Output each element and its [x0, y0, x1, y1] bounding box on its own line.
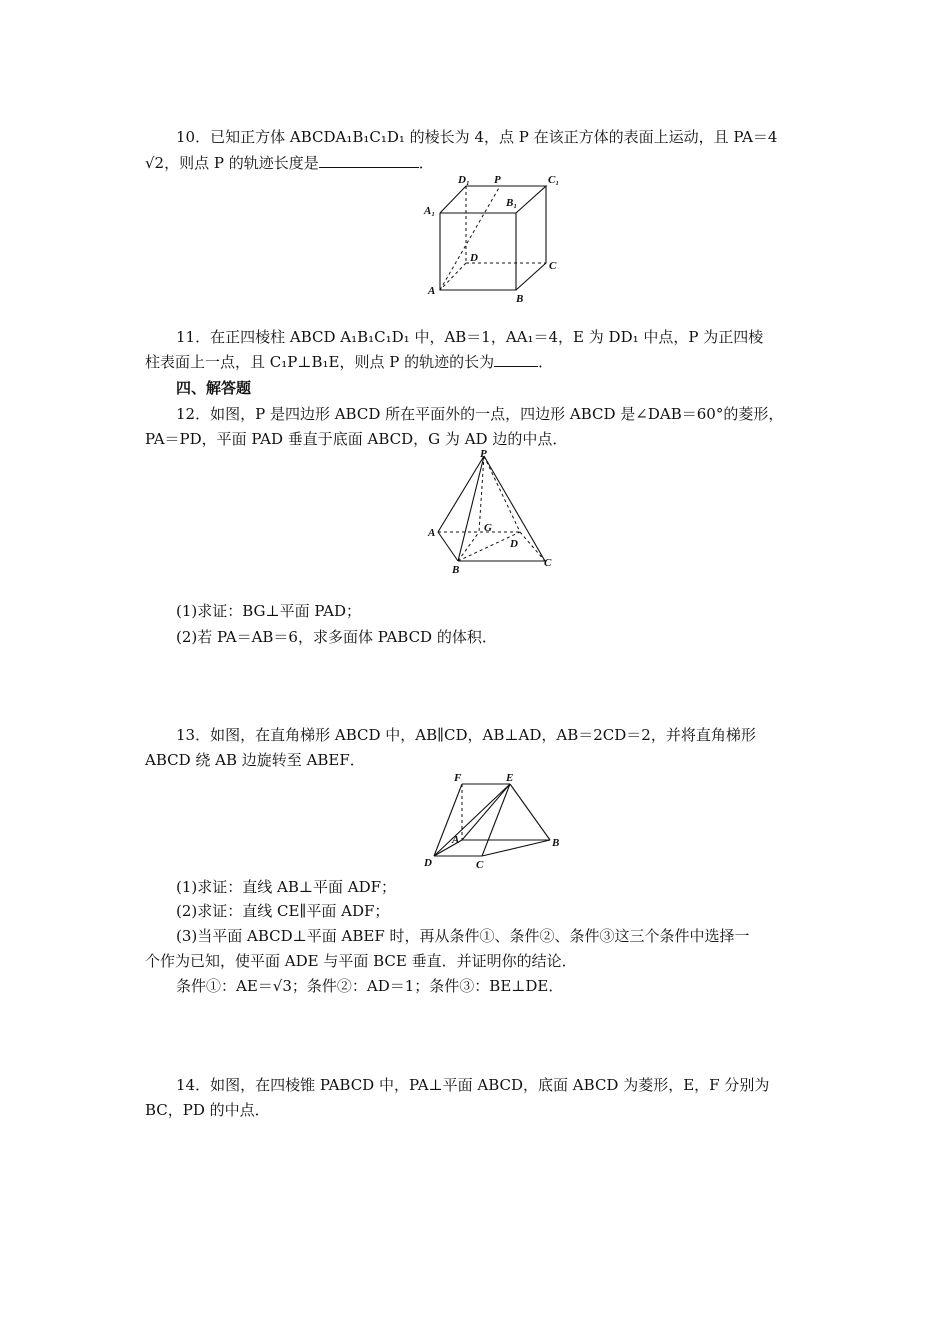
q13-line1: 13．如图，在直角梯形 ABCD 中，AB∥CD，AB⊥AD，AB＝2CD＝2，并将直角梯形 — [176, 726, 756, 744]
label-c1: C₁ — [548, 174, 560, 186]
q12-part1: (1)求证：BG⊥平面 PAD； — [176, 602, 361, 620]
q11-line2-text: 柱表面上一点，且 C₁P⊥B₁E，则点 P 的轨迹的长为 — [145, 353, 495, 371]
label-c: C — [476, 859, 484, 871]
cube-front-face — [440, 213, 516, 290]
edge-dc — [520, 532, 545, 561]
edge-eb — [510, 784, 550, 840]
label-d: D — [470, 252, 478, 264]
q12-line2: PA＝PD，平面 PAD 垂直于底面 ABCD，G 为 AD 边的中点． — [145, 430, 568, 448]
edge-ec — [482, 784, 510, 856]
label-a: A — [428, 527, 436, 539]
q13-part1: (1)求证：直线 AB⊥平面 ADF； — [176, 878, 397, 896]
q12-part2: (2)若 PA＝AB＝6，求多面体 PABCD 的体积． — [176, 628, 497, 646]
segment-ap — [440, 186, 500, 290]
q13-rotation-figure — [420, 768, 570, 874]
q12-line1: 12．如图，P 是四边形 ABCD 所在平面外的一点，四边形 ABCD 是∠DAB＝60°的菱形， — [176, 405, 784, 423]
q12-pyramid-figure — [420, 446, 570, 578]
edge-pd — [484, 456, 520, 532]
label-c: C — [544, 557, 552, 569]
label-b1: B₁ — [506, 197, 518, 209]
cube-right-face — [516, 186, 546, 290]
label-p: P — [480, 448, 487, 460]
q10-line2-text: ，则点 P 的轨迹长度是 — [164, 154, 319, 172]
label-a: A — [452, 834, 460, 846]
label-d: D — [424, 857, 432, 869]
label-b: B — [552, 837, 560, 849]
q10-line1: 10．已知正方体 ABCDA₁B₁C₁D₁ 的棱长为 4，点 P 在该正方体的表面上运动，且 PA＝4 — [176, 128, 778, 146]
q11-line1: 11．在正四棱柱 ABCD A₁B₁C₁D₁ 中，AB＝1，AA₁＝4，E 为 DD₁ 中点，P 为正四棱 — [176, 328, 764, 346]
edge-pb — [458, 456, 484, 561]
label-e: E — [506, 772, 514, 784]
q10-line2: √2，则点 P 的轨迹长度是 ． — [145, 154, 434, 172]
label-d1: D₁ — [458, 174, 470, 186]
segment-ed — [434, 784, 510, 856]
q13-part3-line2: 个作为已知，使平面 ADE 与平面 BCE 垂直．并证明你的结论． — [145, 952, 577, 970]
label-c: C — [549, 260, 557, 272]
q11-line2: 柱表面上一点，且 C₁P⊥B₁E，则点 P 的轨迹的长为 ． — [145, 353, 554, 371]
label-d: D — [510, 538, 518, 550]
label-a: A — [428, 285, 436, 297]
q13-conditions: 条件①：AE＝√3；条件②：AD＝1；条件③：BE⊥DE． — [176, 977, 564, 995]
segment-ea — [462, 784, 510, 840]
q10-cube-figure — [418, 170, 568, 306]
edge-cb — [482, 840, 550, 856]
q14-line2: BC，PD 的中点． — [145, 1101, 270, 1119]
q13-part2: (2)求证：直线 CE∥平面 ADF； — [176, 902, 390, 920]
q13-root: √3 — [272, 977, 292, 995]
label-b: B — [452, 564, 460, 576]
q13-part3-line1: (3)当平面 ABCD⊥平面 ABEF 时，再从条件①、条件②、条件③这三个条件中选择一 — [176, 927, 750, 945]
q11-answer-blank — [494, 351, 538, 367]
cube-top-face — [440, 186, 546, 213]
label-b: B — [516, 293, 524, 305]
label-g: G — [484, 522, 492, 534]
edge-pa — [438, 456, 484, 532]
edge-ab — [438, 532, 458, 561]
q13-line2: ABCD 绕 AB 边旋转至 ABEF． — [145, 751, 365, 769]
label-a1: A₁ — [424, 205, 436, 217]
q10-root: √2 — [145, 154, 165, 172]
label-p: P — [494, 174, 501, 186]
q14-line1: 14．如图，在四棱锥 PABCD 中，PA⊥平面 ABCD，底面 ABCD 为菱形，E，F 分别为 — [176, 1076, 770, 1094]
section-heading: 四、解答题 — [176, 379, 252, 397]
label-f: F — [454, 772, 462, 784]
q10-answer-blank — [319, 152, 419, 168]
